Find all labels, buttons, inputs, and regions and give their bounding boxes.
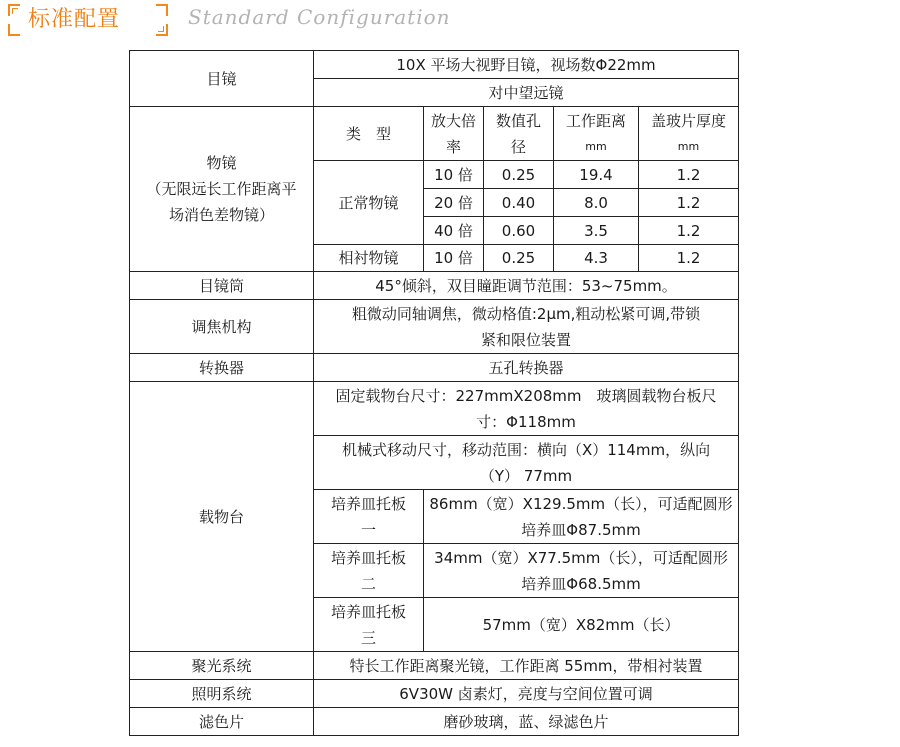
cover-cell: 1.2 — [639, 245, 739, 272]
spec-table — [129, 50, 739, 736]
converter-label: 转换器 — [130, 354, 314, 382]
objective-label: 物镜 （无限远长工作距离平 场消色差物镜） — [130, 107, 314, 272]
table-row — [130, 272, 739, 300]
wd-cell: 4.3 — [554, 245, 639, 272]
plate-spec: 57mm（宽）X82mm（长） — [424, 598, 739, 652]
cover-cell: 1.2 — [639, 217, 739, 245]
col-header-mag: 放大倍 率 — [424, 107, 484, 161]
condenser-spec: 特长工作距离聚光镜，工作距离 55mm，带相衬装置 — [314, 652, 739, 680]
table-row — [130, 354, 739, 382]
plate-name: 培养皿托板 三 — [314, 598, 424, 652]
section-title: 标准配置 — [28, 7, 121, 32]
plate-spec: 86mm（宽）X129.5mm（长），可适配圆形 培养皿Φ87.5mm — [424, 490, 739, 544]
title-frame — [8, 4, 168, 36]
mag-cell: 10 倍 — [424, 161, 484, 189]
stage-fixed-spec: 固定载物台尺寸：227mmX208mm 玻璃圆载物台板尺 寸：Φ118mm — [314, 382, 739, 436]
tube-spec: 45°倾斜，双目瞳距调节范围：53~75mm。 — [314, 272, 739, 300]
table-row — [130, 107, 739, 161]
stage-mech-spec: 机械式移动尺寸，移动范围：横向（X）114mm，纵向 （Y） 77mm — [314, 436, 739, 490]
mag-cell: 20 倍 — [424, 189, 484, 217]
col-header-na: 数值孔 径 — [484, 107, 554, 161]
focus-spec: 粗微动同轴调焦，微动格值:2μm,粗动松紧可调,带锁 紧和限位装置 — [314, 300, 739, 354]
section-subtitle: Standard Configuration — [188, 5, 451, 29]
cover-cell: 1.2 — [639, 189, 739, 217]
mag-cell: 10 倍 — [424, 245, 484, 272]
na-cell: 0.25 — [484, 245, 554, 272]
na-cell: 0.25 — [484, 161, 554, 189]
condenser-label: 聚光系统 — [130, 652, 314, 680]
filter-spec: 磨砂玻璃，蓝、绿滤色片 — [314, 708, 739, 736]
focus-label: 调焦机构 — [130, 300, 314, 354]
table-row — [130, 708, 739, 736]
table-row — [130, 680, 739, 708]
table-row — [130, 382, 739, 436]
objective-type-normal: 正常物镜 — [314, 161, 424, 245]
wd-cell: 8.0 — [554, 189, 639, 217]
illumination-spec: 6V30W 卤素灯，亮度与空间位置可调 — [314, 680, 739, 708]
plate-spec: 34mm（宽）X77.5mm（长），可适配圆形 培养皿Φ68.5mm — [424, 544, 739, 598]
table-row — [130, 300, 739, 354]
filter-label: 滤色片 — [130, 708, 314, 736]
col-header-type: 类 型 — [314, 107, 424, 161]
wd-cell: 19.4 — [554, 161, 639, 189]
stage-label: 载物台 — [130, 382, 314, 652]
plate-name: 培养皿托板 二 — [314, 544, 424, 598]
na-cell: 0.60 — [484, 217, 554, 245]
table-row — [130, 51, 739, 79]
objective-type-phase: 相衬物镜 — [314, 245, 424, 272]
eyepiece-label: 目镜 — [130, 51, 314, 107]
converter-spec: 五孔转换器 — [314, 354, 739, 382]
na-cell: 0.40 — [484, 189, 554, 217]
table-row — [130, 652, 739, 680]
wd-cell: 3.5 — [554, 217, 639, 245]
eyepiece-telescope: 对中望远镜 — [314, 79, 739, 107]
section-header — [0, 0, 900, 42]
tube-label: 目镜筒 — [130, 272, 314, 300]
cover-cell: 1.2 — [639, 161, 739, 189]
eyepiece-spec: 10X 平场大视野目镜，视场数Φ22mm — [314, 51, 739, 79]
mag-cell: 40 倍 — [424, 217, 484, 245]
illumination-label: 照明系统 — [130, 680, 314, 708]
plate-name: 培养皿托板 一 — [314, 490, 424, 544]
col-header-cover: 盖玻片厚度 mm — [639, 107, 739, 161]
col-header-wd: 工作距离 mm — [554, 107, 639, 161]
